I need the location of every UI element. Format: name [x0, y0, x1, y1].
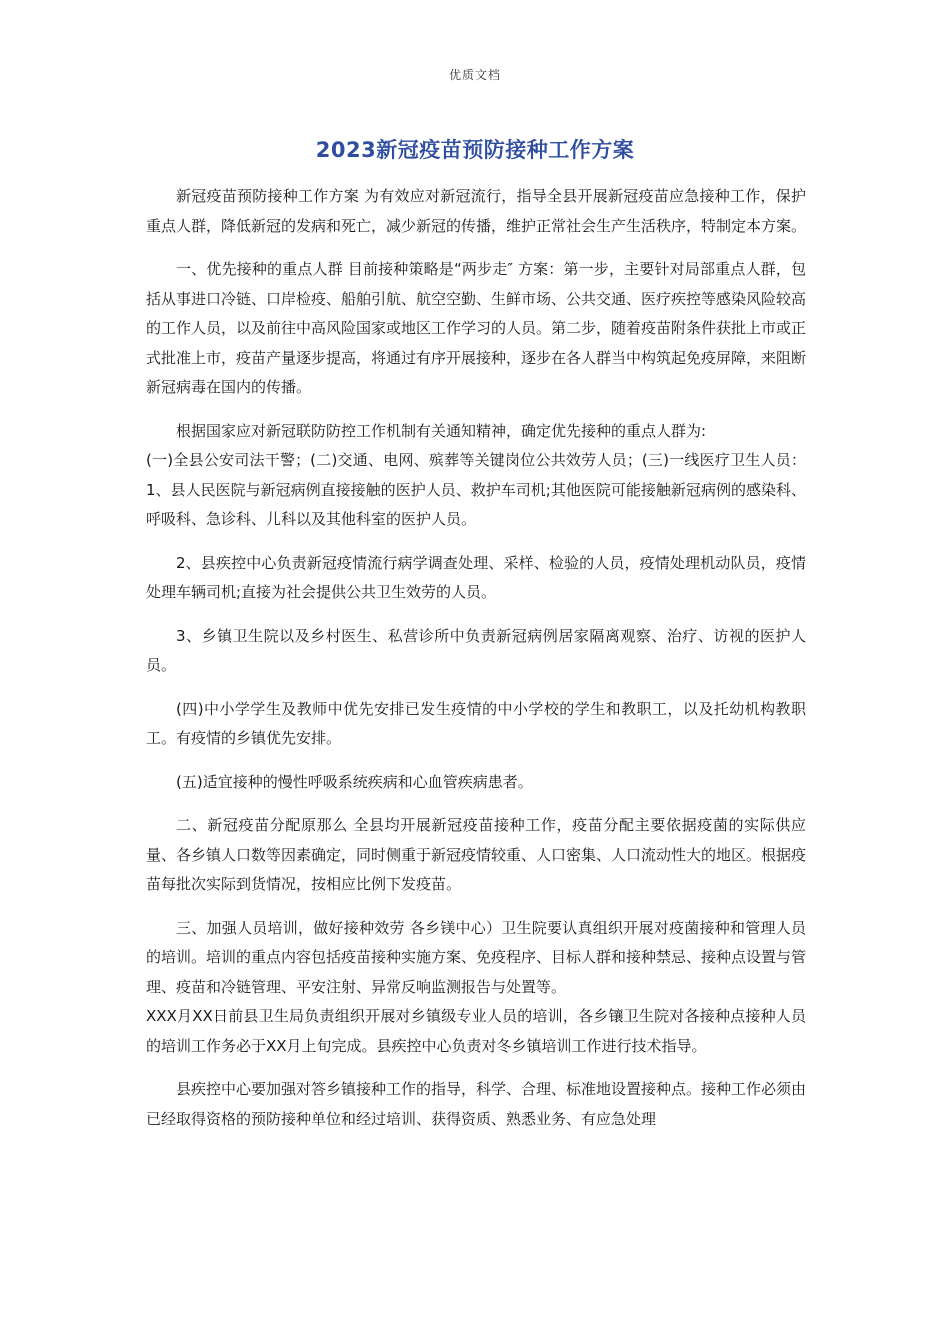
paragraph-training: 三、加强人员培训，做好接种效劳 各乡镁中心）卫生院要认真组织开展对疫菌接种和管理人员的培训。培训的重点内容包括疫苗接种实施方案、免疫程序、目标人群和接种禁忌、接种点设置与管理、疫苗和冷链管理、平安注射、异常反响监测报告与处置等。 [146, 918, 807, 996]
document-body [146, 182, 806, 1148]
paragraph-notice-basis: 根据国家应对新冠联防防控工作机制有关通知精神，确定优先接种的重点人群为: [176, 421, 707, 440]
paragraph-group-list: (一)全县公安司法干警；(二)交通、电网、殡葬等关键岗位公共效劳人员；(三)一线医疗卫生人员：1、县人民医院与新冠病例直接接触的医护人员、救护车司机;其他医院可能接触新冠病例的感染科、呼吸科、急诊科、儿科以及其他科室的医护人员。 [146, 451, 806, 528]
paragraph-cdc-staff: 2、县疾控中心负责新冠疫情流行病学调查处理、采样、检验的人员，疫情处理机动队员，疫情处理车辆司机;直接为社会提供公共卫生效劳的人员。 [146, 553, 806, 601]
paragraph-township-staff: 3、乡镇卫生院以及乡村医生、私营诊所中负责新冠病例居家隔离观察、治疗、访视的医护人员。 [146, 626, 806, 674]
header-label: 优质文档 [448, 68, 501, 82]
document-title: 2023新冠疫苗预防接种工作方案 [315, 138, 635, 162]
paragraph-priority-groups: 一、优先接种的重点人群 目前接种策略是“两步走″ 方案：第一步，主要针对局部重点人群，包括从事进口冷链、口岸检疫、船舶引航、航空空勤、生鲜市场、公共交通、医疗疾控等感染风险较高的工作人员，以及前往中高风险国家或地区工作学习的人员。第二步，随着疫苗附条件获批上市或正式批准上市，疫苗产量逐步提高，将通过有序开展接种，逐步在各人群当中构筑起免疫屏障，来阻断新冠病毒在国内的传播。 [146, 260, 807, 396]
paragraph-allocation: 二、新冠疫苗分配原那么 全县均开展新冠疫苗接种工作，疫苗分配主要依据疫菌的实际供应量、各乡镇人口数等因素确定，同时侧重于新冠疫情较重、人口密集、人口流动性大的地区。根据疫苗每批次实际到货情况，按相应比例下发疫苗。 [146, 816, 807, 893]
paragraph-schools: (四)中小学学生及教师中优先安排已发生疫情的中小学校的学生和教职工，以及托幼机构教职工。有疫情的乡镇优先安排。 [146, 699, 806, 747]
paragraph-chronic-patients: (五)适宜接种的慢性呼吸系统疾病和心血管疾病患者。 [176, 772, 533, 791]
paragraph-guidance: 县疾控中心要加强对答乡镇接种工作的指导，科学、合理、标准地设置接种点。接种工作必须由已经取得资格的预防接种单位和经过培训、获得资质、熟悉业务、有应急处理 [146, 1080, 807, 1128]
paragraph-training-schedule: XXX月XX日前县卫生局负责组织开展对乡镇级专业人员的培训，各乡镶卫生院对各接种点接种人员的培训工作务必于XX月上旬完成。县疾控中心负责对冬乡镇培训工作进行技术指导。 [146, 1007, 806, 1055]
paragraph-intro: 新冠疫苗预防接种工作方案 为有效应对新冠流行，指导全县开展新冠疫苗应急接种工作，保护重点人群，降低新冠的发病和死亡，减少新冠的传播，维护正常社会生产生活秩序，特制定本方案。 [146, 187, 807, 235]
